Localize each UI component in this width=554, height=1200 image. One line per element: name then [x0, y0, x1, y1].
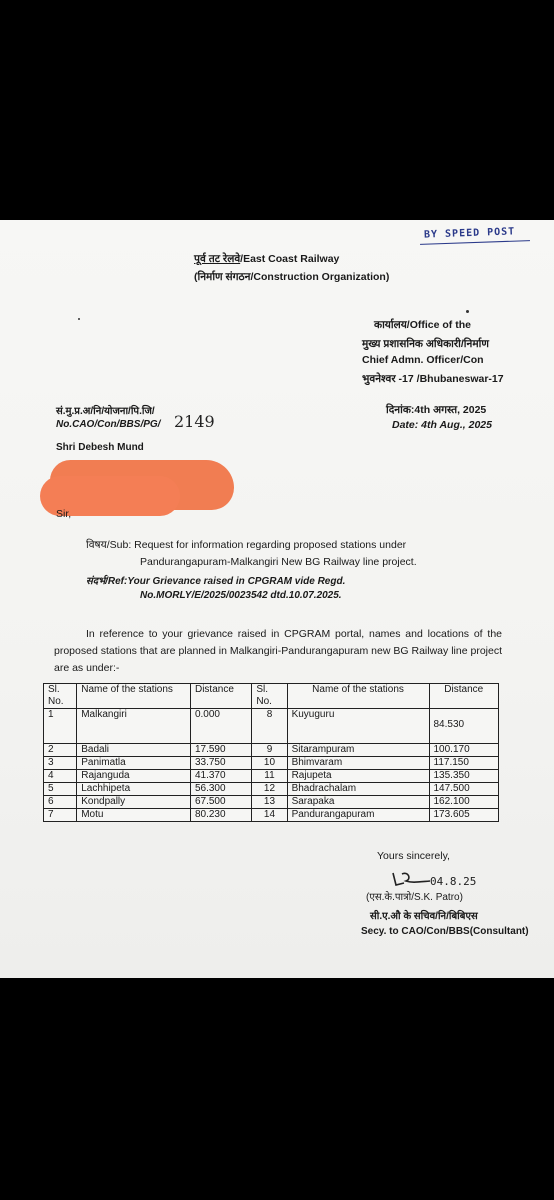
- addressee-name: Shri Debesh Mund: [56, 442, 144, 453]
- table-row: [44, 744, 499, 757]
- cell-distance: 147.500: [429, 783, 499, 796]
- office-line-3: Chief Admn. Officer/Con: [362, 354, 484, 366]
- signature-scribble: [390, 869, 434, 889]
- cell-sl-no: 4: [44, 770, 77, 783]
- cell-sl-no: 7: [44, 809, 77, 822]
- cell-sl-no: 5: [44, 783, 77, 796]
- office-line-2: मुख्य प्रशासनिक अधिकारी/निर्माण: [362, 338, 489, 350]
- cell-distance: 173.605: [429, 809, 499, 822]
- date-english: Date: 4th Aug., 2025: [392, 419, 492, 431]
- ink-dot: [466, 310, 469, 313]
- ink-dot: [78, 318, 80, 320]
- cell-station: Kuyuguru: [287, 709, 429, 744]
- cell-station: Panimatla: [77, 757, 191, 770]
- cell-station: Motu: [77, 809, 191, 822]
- subject-line-1: [86, 538, 406, 552]
- cell-distance: 33.750: [190, 757, 251, 770]
- cell-station: Rajanguda: [77, 770, 191, 783]
- header-sl-no: Sl. No.: [44, 684, 77, 709]
- cell-sl-no: 8: [252, 709, 287, 744]
- letter-page: [0, 220, 554, 978]
- cell-sl-no: 10: [252, 757, 287, 770]
- ref-line-2: No.MORLY/E/2025/0023542 dtd.10.07.2025.: [140, 590, 342, 601]
- header-sl-no: Sl. No.: [252, 684, 287, 709]
- table-row: [44, 809, 499, 822]
- cell-sl-no: 13: [252, 796, 287, 809]
- org-title-hindi: पूर्व तट रेलवे: [194, 253, 241, 265]
- ref-number-english: No.CAO/Con/BBS/PG/: [56, 419, 161, 430]
- ref-number-hindi: सं.मु.प्र.अ/नि/योजना/पि.जि/: [56, 406, 155, 417]
- header-station-name: Name of the stations: [287, 684, 429, 709]
- table-row: [44, 709, 499, 744]
- header-station-name: Name of the stations: [77, 684, 191, 709]
- cell-station: Pandurangapuram: [287, 809, 429, 822]
- office-line-1: कार्यालय/Office of the: [374, 319, 471, 331]
- subject-label: विषय/Sub:: [86, 539, 132, 551]
- header-distance: Distance: [429, 684, 499, 709]
- cell-station: Bhimvaram: [287, 757, 429, 770]
- cell-distance: 17.590: [190, 744, 251, 757]
- table-row: [44, 770, 499, 783]
- cell-sl-no: 14: [252, 809, 287, 822]
- cell-distance: 100.170: [429, 744, 499, 757]
- ref-line-1: [86, 573, 345, 587]
- stamp-underline: [420, 240, 530, 245]
- cell-sl-no: 1: [44, 709, 77, 744]
- salutation: Sir,: [56, 508, 72, 520]
- office-line-4: भुवनेश्वर -17 /Bhubaneswar-17: [362, 373, 504, 385]
- cell-sl-no: 11: [252, 770, 287, 783]
- cell-distance: 84.530: [429, 709, 499, 744]
- cell-distance: 67.500: [190, 796, 251, 809]
- cell-distance: 56.300: [190, 783, 251, 796]
- table-row: [44, 796, 499, 809]
- ref-number-handwritten: 2149: [174, 412, 215, 431]
- cell-station: Sarapaka: [287, 796, 429, 809]
- subject-text-1: Request for information regarding proposed stations under: [134, 539, 407, 551]
- header-distance: Distance: [190, 684, 251, 709]
- cell-distance: 0.000: [190, 709, 251, 744]
- cell-sl-no: 3: [44, 757, 77, 770]
- cell-distance: 135.350: [429, 770, 499, 783]
- table-row: [44, 757, 499, 770]
- signatory-designation-hindi: सी.ए.औ के सचिव/नि/बिबिएस: [370, 911, 478, 922]
- cell-station: Malkangiri: [77, 709, 191, 744]
- cell-sl-no: 2: [44, 744, 77, 757]
- cell-station: Badali: [77, 744, 191, 757]
- speed-post-stamp: BY SPEED POST: [423, 226, 516, 241]
- ref-label: संदर्भ/Ref:: [86, 576, 128, 587]
- table-row: [44, 783, 499, 796]
- cell-sl-no: 9: [252, 744, 287, 757]
- cell-station: Rajupeta: [287, 770, 429, 783]
- signature-date: 04.8.25: [430, 875, 477, 888]
- org-title-english: /East Coast Railway: [240, 253, 340, 265]
- org-title: [194, 252, 339, 266]
- intro-paragraph: In reference to your grievance raised in CPGRAM portal, names and locations of the proposed stations that are planned in Malkangiri-Pandurangapuram new BG Railway line project are as under:-: [54, 628, 502, 674]
- cell-station: Bhadrachalam: [287, 783, 429, 796]
- cell-station: Lachhipeta: [77, 783, 191, 796]
- org-subtitle: (निर्माण संगठन/Construction Organization): [194, 271, 390, 283]
- ref-text-1: Your Grievance raised in CPGRAM vide Regd.: [127, 576, 346, 587]
- cell-distance: 117.150: [429, 757, 499, 770]
- cell-sl-no: 12: [252, 783, 287, 796]
- cell-distance: 41.370: [190, 770, 251, 783]
- closing-phrase: Yours sincerely,: [377, 850, 450, 862]
- date-hindi: दिनांक:4th अगस्त, 2025: [386, 404, 487, 416]
- cell-distance: 80.230: [190, 809, 251, 822]
- signatory-designation-english: Secy. to CAO/Con/BBS(Consultant): [361, 926, 529, 937]
- signatory-name: (एस.के.पात्रो/S.K. Patro): [366, 892, 463, 903]
- stations-table: [43, 683, 499, 822]
- table-header-row: [44, 684, 499, 709]
- cell-station: Kondpally: [77, 796, 191, 809]
- cell-sl-no: 6: [44, 796, 77, 809]
- subject-line-2: Pandurangapuram-Malkangiri New BG Railway line project.: [140, 556, 417, 568]
- cell-distance: 162.100: [429, 796, 499, 809]
- cell-station: Sitarampuram: [287, 744, 429, 757]
